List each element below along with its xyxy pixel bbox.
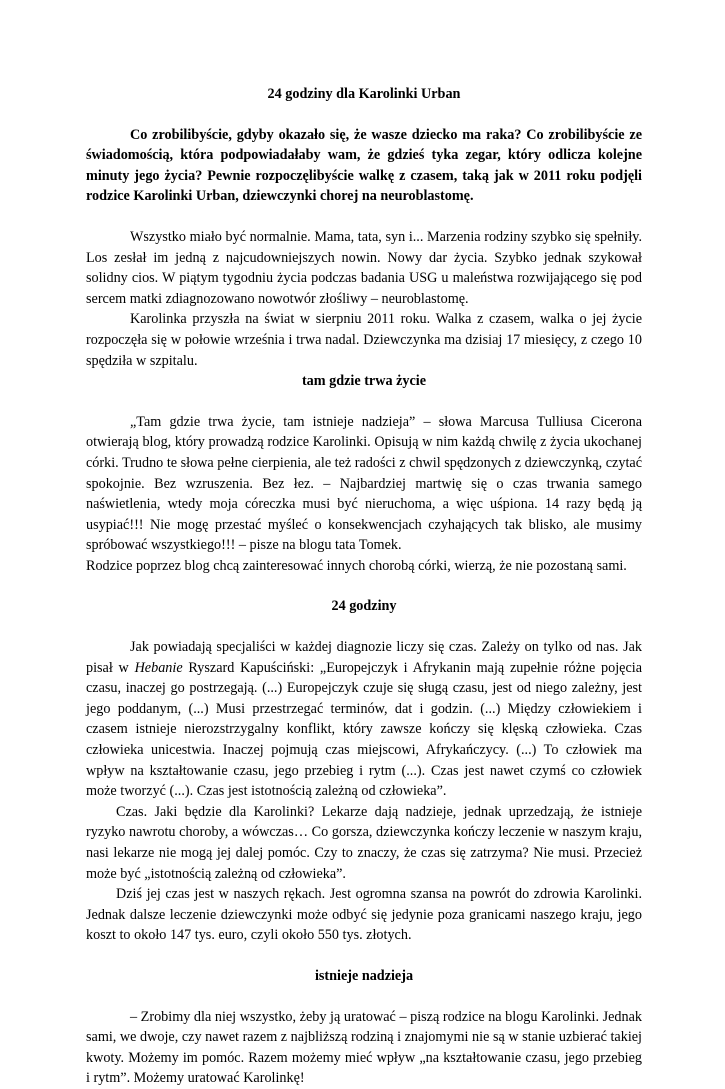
section1-paragraph-2: Rodzice poprzez blog chcą zainteresować innych chorobą córki, wierzą, że nie pozostaną sami. bbox=[86, 557, 627, 574]
intro-paragraph-2: Karolinka przyszła na świat w sierpniu 2011 roku. Walka z czasem, walka o jej życie rozpoczęła się w połowie września i trwa nadal. Dziewczynka ma dzisiaj 17 miesięcy, z czego 10 spędziła w szpitalu. bbox=[86, 311, 642, 369]
section3-paragraph-1: – Zrobimy dla niej wszystko, żeby ją uratować – piszą rodzice na blogu Karolinki. Jednak sami, we dwoje, czy nawet razem z najbliższą rodziną i znajomymi nie są w stanie uzbierać takiej kwoty. Możemy im pomóc. Razem możemy mieć wpływ „na kształtowanie czasu, jego przebieg i rytm”. Możemy uratować Karolinkę! bbox=[86, 1008, 642, 1087]
section-heading-hope: istnieje nadzieja bbox=[314, 967, 414, 984]
lead-paragraph: Co zrobilibyście, gdyby okazało się, że wasze dziecko ma raka? Co zrobilibyście ze świadomością, która podpowiadałaby wam, że gdzieś tyka zegar, który odlicza kolejne minuty jego życia? Pewnie rozpoczęlibyście walkę z czasem, taką jak w 2011 roku podjęli rodzice Karolinki Urban, dziewczynki chorej na neuroblastomę. bbox=[86, 126, 642, 205]
book-title-italic: Hebanie bbox=[134, 659, 183, 676]
document-page bbox=[86, 84, 642, 1089]
section-heading-life: tam gdzie trwa życie bbox=[301, 373, 427, 390]
document-title: 24 godziny dla Karolinki Urban bbox=[267, 86, 461, 102]
section2-text-after: Ryszard Kapuściński: „Europejczyk i Afrykanin mają zupełnie różne pojęcia czasu, inaczej go postrzegają. (...) Europejczyk czuje się sługą czasu, jest od niego zależny, jest jego poddanym, (...) Musi przestrzegać terminów, dat i godzin. (...) Między człowiekiem i czasem istnieje nierozstrzygalny konflikt, który zawsze kończy się klęską człowieka. Czas człowieka unicestwia. Inaczej pojmują czas miejscowi, Afrykańczycy. (...) To człowiek ma wpływ na kształtowanie czasu, jego przebieg i rytm (...). Czas jest nawet czymś co człowiek może tworzyć (...). Czas jest istotnością zależną od człowieka”. bbox=[86, 659, 642, 800]
section2-text-before: Jak powiadają specjaliści w każdej diagnozie liczy się czas. Zależy on tylko od nas. Jak pisał w bbox=[86, 639, 642, 676]
intro-paragraph-1: Wszystko miało być normalnie. Mama, tata, syn i... Marzenia rodziny szybko się spełniły. Los zesłał im jedną z najcudowniejszych nowin. Nowy dar życia. Szybko jednak szykował solidny cios. W piątym tygodniu życia podczas badania USG u maleństwa rozwijającego się pod sercem matki zdiagnozowano nowotwór złośliwy – neuroblastomę. bbox=[86, 228, 642, 307]
section2-paragraph-2: Czas. Jaki będzie dla Karolinki? Lekarze dają nadzieje, jednak uprzedzają, że istnieje ryzyko nawrotu choroby, a wówczas… Co gorsza, dziewczynka kończy leczenie w naszym kraju, nasi lekarze nie mogą jej dalej pomóc. Czy to znaczy, że czas się zatrzyma? Nie musi. Przecież może być „istotnością zależną od człowieka”. bbox=[86, 803, 642, 882]
section2-paragraph-1 bbox=[86, 637, 642, 802]
section-heading-24h: 24 godziny bbox=[331, 598, 397, 615]
section2-paragraph-3: Dziś jej czas jest w naszych rękach. Jest ogromna szansa na powrót do zdrowia Karolinki. Jednak dalsze leczenie dziewczynki może odbyć się jedynie poza granicami naszego kraju, jego koszt to około 147 tys. euro, czyli około 550 tys. złotych. bbox=[86, 886, 642, 944]
section1-paragraph-1: „Tam gdzie trwa życie, tam istnieje nadzieja” – słowa Marcusa Tulliusa Cicerona otwierają blog, który prowadzą rodzice Karolinki. Opisują w nim każdą chwilę z życia ukochanej córki. Trudno te słowa pełne cierpienia, ale też radości z chwil spędzonych z dziewczynką, czytać spokojnie. Bez wzruszenia. Bez łez. – Najbardziej martwię się o czas trwania samego naświetlenia, wtedy moja córeczka musi być nieruchoma, a więc uśpiona. 14 razy będą ją usypiać!!! Nie mogę przestać myśleć o konsekwencjach czyhających tak blisko, ale musimy spróbować wszystkiego!!! – pisze na blogu tata Tomek. bbox=[86, 413, 642, 554]
